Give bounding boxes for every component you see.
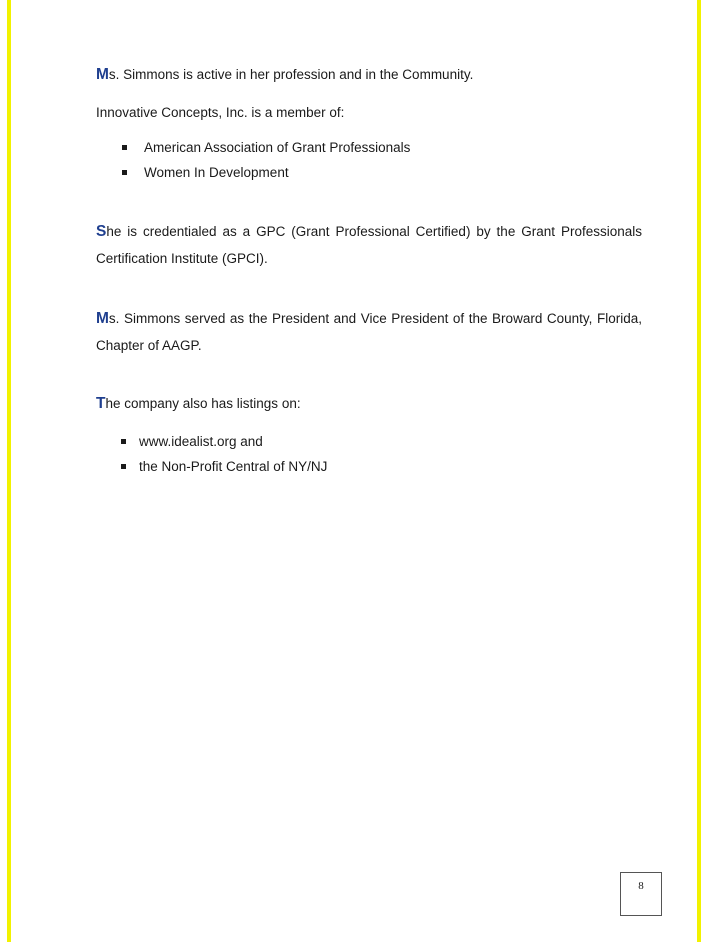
paragraph-text: s. Simmons served as the President and Vice President of the Broward County, Florida, Chapter of AAGP. (96, 311, 642, 353)
square-bullet-icon (122, 170, 127, 175)
left-yellow-border (7, 0, 11, 942)
right-yellow-border (697, 0, 701, 942)
square-bullet-icon (121, 439, 126, 444)
paragraph-text: he company also has listings on: (105, 396, 301, 411)
paragraph-activity (96, 61, 642, 88)
drop-initial: T (96, 395, 106, 412)
drop-initial: M (96, 310, 109, 327)
paragraph-leadership (96, 305, 642, 359)
drop-initial: S (96, 223, 107, 240)
paragraph-listings-intro (96, 390, 642, 417)
paragraph-text: s. Simmons is active in her profession and in the Community. (108, 67, 474, 82)
drop-initial: M (96, 66, 109, 83)
page-number: 8 (620, 872, 662, 916)
paragraph-text: he is credentialed as a GPC (Grant Professional Certified) by the Grant Professionals Certification Institute (GPCI). (96, 224, 642, 266)
square-bullet-icon (122, 145, 127, 150)
paragraph-credentials (96, 218, 642, 272)
square-bullet-icon (121, 464, 126, 469)
paragraph-membership-intro: Innovative Concepts, Inc. is a member of: (96, 105, 345, 120)
